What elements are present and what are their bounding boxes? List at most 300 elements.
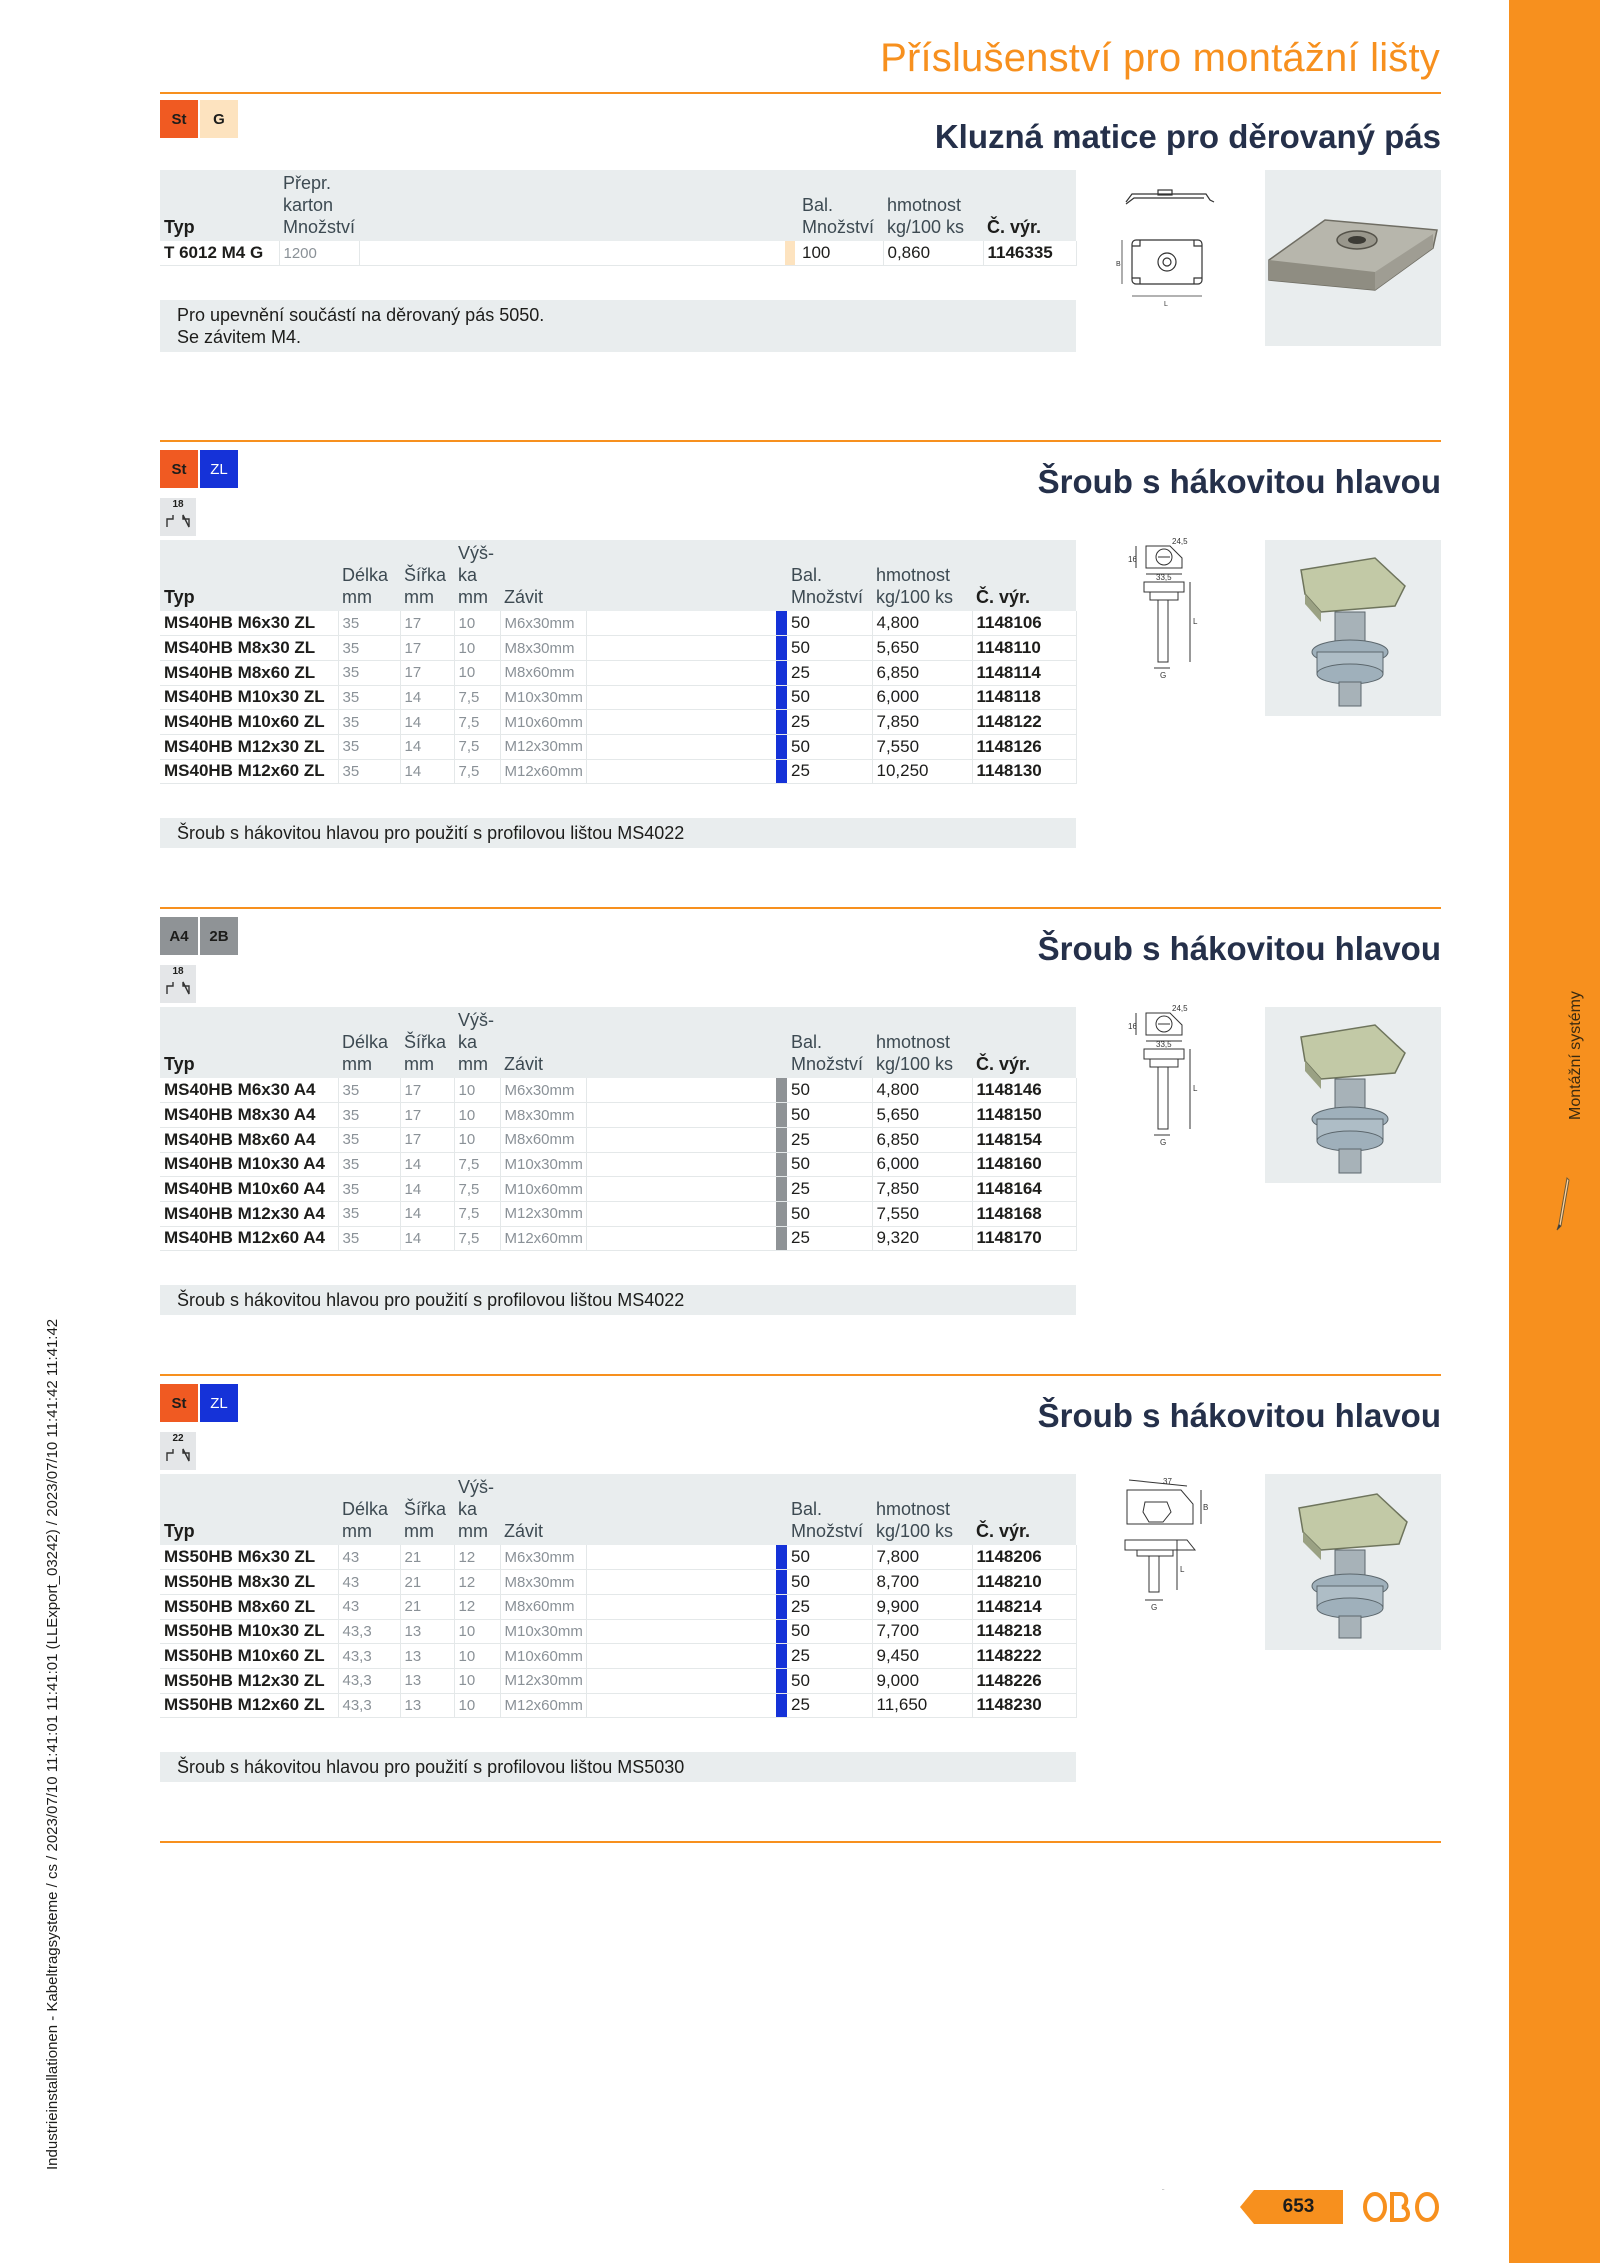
cell-typ: MS40HB M12x60 ZL (160, 759, 338, 784)
cell-gap (586, 1545, 776, 1570)
cell-typ: MS40HB M8x30 A4 (160, 1103, 338, 1128)
cell-gap (586, 759, 776, 784)
cell-zavit: M12x30mm (500, 1668, 586, 1693)
side-color-bar (1509, 0, 1600, 2263)
page-title: Příslušenství pro montážní lišty (880, 36, 1440, 80)
cell-cislo: 1148206 (972, 1545, 1076, 1570)
export-meta-text: Industrieinstallationen - Kabeltragsysteme / cs / 2023/07/10 11:41:01 11:41:01 (LLExport_03242) / 2023/07/10 11:41:42 11:41:42 (44, 1318, 61, 2170)
cell-vyska: 12 (454, 1545, 500, 1570)
rail-size-label: 18 (172, 966, 184, 977)
table-row (160, 1619, 1076, 1644)
cell-vyska: 12 (454, 1570, 500, 1595)
col-hmotnost-line2: kg/100 ks (876, 587, 954, 607)
col-hmotnost (883, 170, 983, 241)
rail-size-icon (160, 965, 196, 1003)
cell-vyska: 7,5 (454, 685, 500, 710)
cell-vyska: 7,5 (454, 1201, 500, 1226)
cell-delka: 35 (338, 660, 400, 685)
dim-g-label: G (1160, 1138, 1167, 1147)
coating-bar (776, 1078, 787, 1103)
col-hmotnost-line1: hmotnost (876, 1032, 951, 1052)
cell-gap (586, 1078, 776, 1103)
hook-bolt-photo (1265, 1474, 1441, 1650)
coating-bar (776, 1226, 787, 1251)
cell-bal: 50 (787, 1545, 872, 1570)
cell-gap (586, 1103, 776, 1128)
cell-cislo: 1148114 (972, 660, 1076, 685)
col-delka (338, 1007, 400, 1078)
cell-bal: 25 (787, 1594, 872, 1619)
cell-gap (586, 710, 776, 735)
cell-zavit: M6x30mm (500, 1078, 586, 1103)
cell-sirka: 13 (400, 1668, 454, 1693)
col-vyska-line1: Výš- (458, 1477, 494, 1497)
section-title: Šroub s hákovitou hlavou (1037, 930, 1441, 967)
table-row (160, 241, 1076, 266)
section-divider (160, 440, 1441, 442)
col-bal (787, 1474, 872, 1545)
cell-zavit: M8x30mm (500, 636, 586, 661)
page-number-tab (1240, 2190, 1343, 2224)
cell-sirka: 17 (400, 1103, 454, 1128)
col-vyska-line3: mm (458, 1054, 488, 1074)
coating-badge-g: G (200, 100, 238, 138)
col-vyska-line2: ka (458, 1032, 478, 1052)
col-bal-line1: Bal. (791, 1032, 823, 1052)
cell-gap (586, 1619, 776, 1644)
dim-width-label: 24,5 (1172, 537, 1188, 546)
cell-delka: 35 (338, 734, 400, 759)
cell-vyska: 7,5 (454, 734, 500, 759)
cell-sirka: 17 (400, 611, 454, 636)
coating-bar (776, 1570, 787, 1595)
cell-bal: 50 (787, 1668, 872, 1693)
col-cislo: Č. výr. (972, 540, 1076, 611)
rail-profile-icon (165, 1447, 191, 1463)
coating-bar (785, 241, 795, 266)
coating-bar (776, 1693, 787, 1718)
rail-size-label: 18 (172, 499, 184, 510)
cell-vyska: 7,5 (454, 1177, 500, 1202)
col-karton-line3: Množství (283, 217, 356, 237)
col-hmotnost-line1: hmotnost (876, 565, 951, 585)
cell-typ: MS40HB M10x30 A4 (160, 1152, 338, 1177)
cell-typ: MS40HB M8x60 ZL (160, 660, 338, 685)
cell-cislo: 1148222 (972, 1644, 1076, 1669)
cell-bal: 25 (787, 1226, 872, 1251)
section-divider (160, 1841, 1441, 1843)
cell-bal: 50 (787, 1201, 872, 1226)
cell-typ: MS40HB M10x60 ZL (160, 710, 338, 735)
cell-typ: MS50HB M6x30 ZL (160, 1545, 338, 1570)
cell-hmotnost: 9,450 (872, 1644, 972, 1669)
table-row (160, 1201, 1076, 1226)
table-row (160, 660, 1076, 685)
coating-bar (776, 1127, 787, 1152)
col-sirka-line1: Šířka (404, 565, 447, 585)
cell-typ: MS40HB M8x30 ZL (160, 636, 338, 661)
col-delka-line1: Délka (342, 1499, 389, 1519)
dim-length-label: 33,5 (1156, 573, 1172, 582)
col-delka (338, 1474, 400, 1545)
cell-delka: 35 (338, 1103, 400, 1128)
col-sirka-line2: mm (404, 587, 434, 607)
cell-gap (586, 1201, 776, 1226)
page-number: 653 (1282, 2196, 1315, 2217)
cell-bal: 50 (787, 1570, 872, 1595)
cell-zavit: M10x30mm (500, 685, 586, 710)
cell-cislo: 1148118 (972, 685, 1076, 710)
cell-typ: MS40HB M12x60 A4 (160, 1226, 338, 1251)
cell-gap (586, 636, 776, 661)
coating-badge-zl: ZL (200, 450, 238, 488)
note-line-2: Se závitem M4. (177, 327, 302, 347)
cell-gap (586, 1668, 776, 1693)
cell-delka: 35 (338, 1127, 400, 1152)
table-row (160, 1594, 1076, 1619)
table-row (160, 1570, 1076, 1595)
cell-gap (586, 1693, 776, 1718)
col-vyska (454, 540, 500, 611)
cell-delka: 43 (338, 1545, 400, 1570)
coating-bar (776, 734, 787, 759)
cell-hmotnost: 0,860 (883, 241, 983, 266)
cell-zavit: M10x60mm (500, 1177, 586, 1202)
cell-vyska: 10 (454, 1693, 500, 1718)
col-typ: Typ (160, 170, 279, 241)
cell-zavit: M8x60mm (500, 1127, 586, 1152)
col-delka-line1: Délka (342, 565, 389, 585)
product-table (160, 1007, 1077, 1251)
cell-hmotnost: 6,000 (872, 1152, 972, 1177)
col-vyska (454, 1474, 500, 1545)
cell-delka: 35 (338, 685, 400, 710)
cell-hmotnost: 7,700 (872, 1619, 972, 1644)
table-row (160, 1226, 1076, 1251)
cell-cislo: 1148146 (972, 1078, 1076, 1103)
cell-vyska: 7,5 (454, 1152, 500, 1177)
cell-gap (586, 1177, 776, 1202)
col-bal-line1: Bal. (791, 1499, 823, 1519)
cell-vyska: 10 (454, 1619, 500, 1644)
cell-bal: 50 (787, 734, 872, 759)
table-row (160, 1668, 1076, 1693)
cell-bal: 25 (787, 1177, 872, 1202)
cell-delka: 35 (338, 611, 400, 636)
col-hmotnost-line2: kg/100 ks (876, 1521, 954, 1541)
sliding-nut-image-icon (1265, 170, 1441, 346)
cell-zavit: M6x30mm (500, 611, 586, 636)
cell-vyska: 7,5 (454, 710, 500, 735)
cell-typ: MS40HB M10x60 A4 (160, 1177, 338, 1202)
cell-gap (586, 1570, 776, 1595)
cell-delka: 35 (338, 759, 400, 784)
svg-text:B: B (1116, 261, 1121, 268)
cell-sirka: 21 (400, 1545, 454, 1570)
cell-cislo: 1148210 (972, 1570, 1076, 1595)
section-title: Kluzná matice pro děrovaný pás (934, 118, 1441, 155)
cell-vyska: 10 (454, 636, 500, 661)
cell-sirka: 14 (400, 710, 454, 735)
col-bal-line2: Množství (791, 1521, 864, 1541)
col-cislo: Č. výr. (983, 170, 1076, 241)
cell-karton: 1200 (279, 241, 359, 266)
col-vyska-line2: ka (458, 1499, 478, 1519)
col-typ: Typ (160, 1474, 338, 1545)
table-row (160, 636, 1076, 661)
table-row (160, 1103, 1076, 1128)
table-row (160, 1545, 1076, 1570)
cell-typ: MS50HB M8x30 ZL (160, 1570, 338, 1595)
cell-delka: 35 (338, 1201, 400, 1226)
col-bal-line1: Bal. (791, 565, 823, 585)
cell-sirka: 13 (400, 1644, 454, 1669)
col-delka-line2: mm (342, 587, 372, 607)
material-badge-st: St (160, 100, 198, 138)
cell-delka: 35 (338, 1078, 400, 1103)
col-sirka-line1: Šířka (404, 1032, 447, 1052)
col-delka (338, 540, 400, 611)
cell-zavit: M8x30mm (500, 1103, 586, 1128)
cell-hmotnost: 9,320 (872, 1226, 972, 1251)
sliding-nut-drawing (1106, 180, 1224, 318)
dim-length-label: 33,5 (1156, 1040, 1172, 1049)
col-vyska-line3: mm (458, 1521, 488, 1541)
cell-delka: 43,3 (338, 1668, 400, 1693)
col-vyska (454, 1007, 500, 1078)
col-karton (279, 170, 359, 241)
coating-bar (776, 636, 787, 661)
cell-bal: 50 (787, 611, 872, 636)
cell-hmotnost: 4,800 (872, 611, 972, 636)
cell-zavit: M8x60mm (500, 660, 586, 685)
cell-zavit: M12x30mm (500, 1201, 586, 1226)
cell-zavit: M12x60mm (500, 1693, 586, 1718)
coating-badge-zl: ZL (200, 1384, 238, 1422)
cell-cislo: 1148218 (972, 1619, 1076, 1644)
cell-gap (586, 685, 776, 710)
section-divider (160, 1374, 1441, 1376)
table-row (160, 611, 1076, 636)
cell-sirka: 17 (400, 1127, 454, 1152)
cell-typ: MS40HB M12x30 ZL (160, 734, 338, 759)
cell-hmotnost: 6,850 (872, 660, 972, 685)
material-badge-st: St (160, 450, 198, 488)
coating-bar (776, 611, 787, 636)
cell-vyska: 10 (454, 1127, 500, 1152)
cell-delka: 43,3 (338, 1693, 400, 1718)
product-table (160, 540, 1077, 784)
dim-l-label: L (1193, 1084, 1198, 1093)
hook-bolt-image-icon (1265, 540, 1441, 716)
table-row (160, 1177, 1076, 1202)
cell-zavit: M8x30mm (500, 1570, 586, 1595)
table-row (160, 1127, 1076, 1152)
col-delka-line2: mm (342, 1521, 372, 1541)
pencil-icon (1556, 1176, 1570, 1232)
cell-typ: MS50HB M12x30 ZL (160, 1668, 338, 1693)
section-divider (160, 907, 1441, 909)
col-typ: Typ (160, 1007, 338, 1078)
col-hmotnost (872, 1007, 972, 1078)
col-sirka (400, 1007, 454, 1078)
cell-sirka: 21 (400, 1594, 454, 1619)
col-zavit: Závit (500, 540, 586, 611)
dim-g-label: G (1151, 1603, 1158, 1612)
cell-cislo: 1148164 (972, 1177, 1076, 1202)
hook-bolt-drawing (1120, 1005, 1210, 1145)
col-bal-line2: Množství (791, 587, 864, 607)
cell-bal: 50 (787, 1619, 872, 1644)
hook-bolt-image-icon (1265, 1007, 1441, 1183)
cell-hmotnost: 7,850 (872, 710, 972, 735)
hook-bolt-drawing (1115, 1476, 1215, 1612)
description-note: Šroub s hákovitou hlavou pro použití s profilovou lištou MS5030 (160, 1752, 1076, 1782)
cell-gap (586, 734, 776, 759)
col-vyska-line3: mm (458, 587, 488, 607)
cell-delka: 35 (338, 1152, 400, 1177)
col-hmotnost (872, 540, 972, 611)
cell-delka: 35 (338, 1226, 400, 1251)
cell-typ: MS50HB M10x60 ZL (160, 1644, 338, 1669)
col-hmotnost-line1: hmotnost (876, 1499, 951, 1519)
cell-gap (586, 1226, 776, 1251)
coating-bar (776, 1201, 787, 1226)
cell-cislo: 1148126 (972, 734, 1076, 759)
hook-bolt-drawing (1120, 538, 1210, 678)
coating-bar (776, 1177, 787, 1202)
col-sirka-line2: mm (404, 1054, 434, 1074)
cell-bal: 25 (787, 759, 872, 784)
cell-zavit: M12x30mm (500, 734, 586, 759)
cell-sirka: 17 (400, 660, 454, 685)
description-note (160, 300, 1076, 352)
cell-hmotnost: 6,000 (872, 685, 972, 710)
col-karton-line1: Přepr. (283, 173, 332, 193)
cell-sirka: 14 (400, 1152, 454, 1177)
cell-cislo: 1148110 (972, 636, 1076, 661)
col-bal-line2: Množství (791, 1054, 864, 1074)
cell-typ: MS40HB M10x30 ZL (160, 685, 338, 710)
cell-vyska: 10 (454, 1668, 500, 1693)
cell-sirka: 17 (400, 636, 454, 661)
cell-sirka: 13 (400, 1693, 454, 1718)
cell-sirka: 14 (400, 759, 454, 784)
cell-bal: 25 (787, 1644, 872, 1669)
hook-bolt-photo (1265, 540, 1441, 716)
table-row (160, 734, 1076, 759)
cell-hmotnost: 7,800 (872, 1545, 972, 1570)
coating-bar (776, 1152, 787, 1177)
coating-bar (776, 759, 787, 784)
sliding-nut-photo (1265, 170, 1441, 346)
coating-bar (776, 1545, 787, 1570)
cell-delka: 43 (338, 1594, 400, 1619)
coating-bar (776, 1619, 787, 1644)
dim-height-label: 16 (1128, 555, 1137, 564)
cell-vyska: 12 (454, 1594, 500, 1619)
coating-bar (776, 1644, 787, 1669)
col-sirka-line1: Šířka (404, 1499, 447, 1519)
cell-delka: 35 (338, 1177, 400, 1202)
table-row (160, 759, 1076, 784)
cell-typ: MS50HB M8x60 ZL (160, 1594, 338, 1619)
cell-gap (586, 611, 776, 636)
coating-bar (776, 685, 787, 710)
cell-hmotnost: 8,700 (872, 1570, 972, 1595)
cell-typ: MS40HB M6x30 A4 (160, 1078, 338, 1103)
cell-cislo: 1148106 (972, 611, 1076, 636)
cell-bal: 50 (787, 685, 872, 710)
col-zavit: Závit (500, 1474, 586, 1545)
cell-cislo: 1146335 (983, 241, 1076, 266)
cell-zavit: M6x30mm (500, 1545, 586, 1570)
description-note: Šroub s hákovitou hlavou pro použití s profilovou lištou MS4022 (160, 1285, 1076, 1315)
col-typ: Typ (160, 540, 338, 611)
cell-bal: 50 (787, 636, 872, 661)
col-sirka (400, 1474, 454, 1545)
dim-b-label: B (1203, 1503, 1209, 1512)
col-bal (798, 170, 883, 241)
cell-sirka: 14 (400, 1201, 454, 1226)
cell-cislo: 1148170 (972, 1226, 1076, 1251)
cell-zavit: M10x60mm (500, 710, 586, 735)
dim-l-label: L (1180, 1565, 1185, 1574)
cell-vyska: 10 (454, 1644, 500, 1669)
col-karton-line2: karton (283, 195, 334, 215)
cell-gap (586, 1644, 776, 1669)
col-delka-line2: mm (342, 1054, 372, 1074)
material-badge-a4: A4 (160, 917, 198, 955)
cell-hmotnost: 5,650 (872, 636, 972, 661)
side-chapter-label: Montážní systémy (1567, 991, 1584, 1120)
cell-vyska: 7,5 (454, 759, 500, 784)
col-sirka (400, 540, 454, 611)
cell-typ: MS40HB M8x60 A4 (160, 1127, 338, 1152)
material-badge-st: St (160, 1384, 198, 1422)
cell-typ: MS50HB M12x60 ZL (160, 1693, 338, 1718)
cell-typ: MS40HB M6x30 ZL (160, 611, 338, 636)
cell-zavit: M10x60mm (500, 1644, 586, 1669)
cell-hmotnost: 7,550 (872, 1201, 972, 1226)
description-note: Šroub s hákovitou hlavou pro použití s profilovou lištou MS4022 (160, 818, 1076, 848)
cell-hmotnost: 11,650 (872, 1693, 972, 1718)
cell-bal: 50 (787, 1103, 872, 1128)
cell-cislo: 1148214 (972, 1594, 1076, 1619)
col-hmotnost (872, 1474, 972, 1545)
cell-gap (586, 1594, 776, 1619)
note-line-1: Pro upevnění součástí na děrovaný pás 5050. (177, 305, 545, 325)
cell-vyska: 7,5 (454, 1226, 500, 1251)
cell-delka: 35 (338, 636, 400, 661)
section-title: Šroub s hákovitou hlavou (1037, 463, 1441, 500)
cell-sirka: 14 (400, 1226, 454, 1251)
cell-hmotnost: 10,250 (872, 759, 972, 784)
col-cislo: Č. výr. (972, 1474, 1076, 1545)
cell-hmotnost: 9,900 (872, 1594, 972, 1619)
finish-badge-2b: 2B (200, 917, 238, 955)
cell-cislo: 1148150 (972, 1103, 1076, 1128)
col-hmotnost-line1: hmotnost (887, 195, 962, 215)
rail-profile-icon (165, 980, 191, 996)
cell-cislo: 1148130 (972, 759, 1076, 784)
cell-vyska: 10 (454, 660, 500, 685)
cell-hmotnost: 7,550 (872, 734, 972, 759)
product-table (160, 1474, 1077, 1718)
cell-sirka: 21 (400, 1570, 454, 1595)
logo-text: OBO (1162, 2190, 1165, 2191)
col-hmotnost-line2: kg/100 ks (876, 1054, 954, 1074)
